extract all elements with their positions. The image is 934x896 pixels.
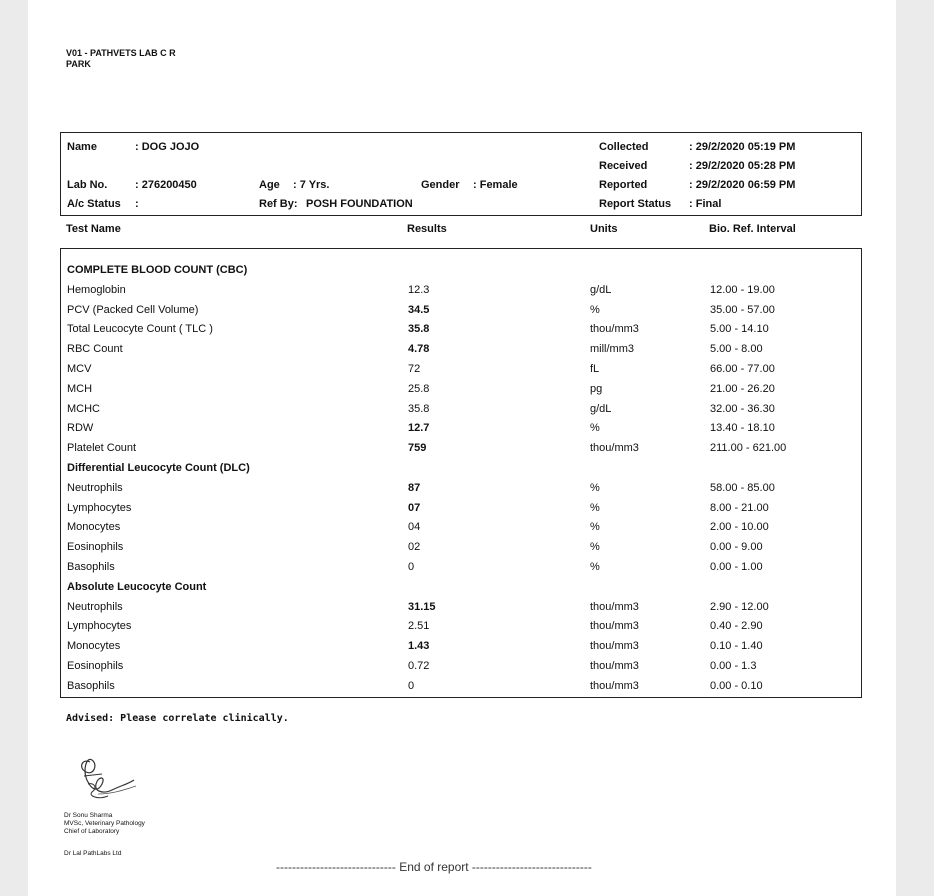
- test-name: MCH: [67, 382, 93, 395]
- table-row: [61, 518, 861, 537]
- test-name: Monocytes: [67, 640, 121, 653]
- lab-name: V01 - PATHVETS LAB C R PARK: [66, 48, 176, 69]
- test-name: MCV: [67, 363, 92, 375]
- advised-note: Advised: Please correlate clinically.: [66, 713, 289, 724]
- header-units: Units: [590, 223, 618, 235]
- test-result: 12.7: [408, 422, 430, 435]
- table-header: [60, 223, 862, 243]
- table-row: [61, 419, 861, 438]
- table-row: [61, 617, 861, 636]
- table-row: [61, 340, 861, 359]
- test-unit: g/dL: [590, 402, 612, 415]
- test-unit: %: [590, 561, 600, 573]
- test-ref-interval: 21.00 - 26.20: [710, 382, 775, 395]
- test-name: MCHC: [67, 402, 100, 415]
- test-name: Neutrophils: [67, 600, 123, 613]
- received-value: : 29/2/2020 05:28 PM: [689, 160, 796, 172]
- test-ref-interval: 13.40 - 18.10: [710, 422, 775, 435]
- test-name: Neutrophils: [67, 481, 123, 494]
- collected-label: Collected: [599, 141, 649, 153]
- reported-value: : 29/2/2020 06:59 PM: [689, 179, 796, 191]
- section-heading: [61, 261, 861, 280]
- collected-value: : 29/2/2020 05:19 PM: [689, 141, 796, 153]
- test-unit: fL: [590, 363, 600, 375]
- test-ref-interval: 66.00 - 77.00: [710, 363, 775, 375]
- results-table: [60, 248, 862, 698]
- test-ref-interval: 58.00 - 85.00: [710, 481, 775, 494]
- test-unit: thou/mm3: [590, 323, 639, 336]
- test-result: 35.8: [408, 323, 430, 336]
- test-result: 25.8: [408, 382, 430, 395]
- ac-status-value: :: [135, 198, 139, 210]
- table-row: [61, 360, 861, 379]
- table-row: [61, 380, 861, 399]
- test-unit: %: [590, 541, 600, 554]
- test-name: RDW: [67, 422, 94, 435]
- test-ref-interval: 0.00 - 1.3: [710, 660, 757, 672]
- test-result: 1.43: [408, 640, 430, 653]
- name-value: : DOG JOJO: [135, 141, 200, 153]
- test-result: 72: [408, 363, 421, 375]
- table-row: [61, 499, 861, 518]
- test-unit: thou/mm3: [590, 679, 639, 692]
- test-name: Lymphocytes: [67, 620, 132, 633]
- test-unit: %: [590, 501, 600, 514]
- test-unit: thou/mm3: [590, 442, 639, 455]
- test-result: 0: [408, 679, 415, 692]
- section-title: Absolute Leucocyte Count: [67, 580, 207, 593]
- test-name: PCV (Packed Cell Volume): [67, 303, 199, 316]
- test-name: Platelet Count: [67, 442, 137, 455]
- lab-footer: Dr Lal PathLabs Ltd: [64, 850, 122, 857]
- gender-value: : Female: [473, 179, 518, 191]
- test-ref-interval: 0.00 - 0.10: [710, 679, 763, 692]
- header-results: Results: [407, 223, 447, 235]
- test-ref-interval: 5.00 - 8.00: [710, 343, 763, 356]
- header-test-name: Test Name: [66, 223, 121, 235]
- test-name: Total Leucocyte Count ( TLC ): [67, 323, 213, 336]
- test-unit: thou/mm3: [590, 640, 639, 653]
- test-ref-interval: 0.00 - 1.00: [710, 561, 763, 573]
- test-name: Eosinophils: [67, 660, 124, 672]
- reported-label: Reported: [599, 179, 648, 191]
- test-ref-interval: 5.00 - 14.10: [710, 323, 769, 336]
- table-row: [61, 657, 861, 676]
- refby-value: POSH FOUNDATION: [306, 198, 413, 210]
- test-ref-interval: 35.00 - 57.00: [710, 303, 775, 316]
- ac-status-label: A/c Status: [67, 198, 121, 210]
- test-result: 34.5: [408, 303, 430, 316]
- report-status-label: Report Status: [599, 198, 672, 210]
- test-result: 35.8: [408, 402, 430, 415]
- test-ref-interval: 8.00 - 21.00: [710, 501, 769, 514]
- table-row: [61, 320, 861, 339]
- test-ref-interval: 0.00 - 9.00: [710, 541, 763, 554]
- table-row: [61, 281, 861, 300]
- test-ref-interval: 2.90 - 12.00: [710, 600, 769, 613]
- test-name: Basophils: [67, 561, 115, 573]
- received-label: Received: [599, 160, 648, 172]
- test-result: 0: [408, 561, 415, 573]
- table-row: [61, 637, 861, 656]
- test-name: Hemoglobin: [67, 283, 126, 296]
- test-unit: pg: [590, 382, 603, 395]
- table-row: [61, 538, 861, 557]
- test-unit: thou/mm3: [590, 660, 639, 672]
- test-result: 02: [408, 541, 421, 554]
- table-row: [61, 598, 861, 617]
- test-result: 4.78: [408, 343, 430, 356]
- test-ref-interval: 2.00 - 10.00: [710, 521, 769, 534]
- test-name: Basophils: [67, 679, 115, 692]
- test-result: 759: [408, 442, 427, 455]
- test-result: 04: [408, 521, 421, 534]
- patient-details-box: [60, 132, 862, 216]
- test-result: 07: [408, 501, 421, 514]
- test-result: 87: [408, 481, 421, 494]
- report-status-value: : Final: [689, 198, 722, 210]
- test-unit: %: [590, 303, 600, 316]
- test-unit: thou/mm3: [590, 600, 639, 613]
- table-row: [61, 558, 861, 577]
- labno-value: : 276200450: [135, 179, 197, 191]
- test-ref-interval: 12.00 - 19.00: [710, 283, 775, 296]
- report-page: [28, 0, 896, 896]
- name-label: Name: [67, 141, 97, 153]
- test-unit: g/dL: [590, 283, 612, 296]
- end-of-report: ------------------------------ End of report ------------------------------: [276, 860, 592, 874]
- table-row: [61, 439, 861, 458]
- table-row: [61, 301, 861, 320]
- header-ref-interval: Bio. Ref. Interval: [709, 223, 796, 235]
- table-row: [61, 400, 861, 419]
- test-result: 12.3: [408, 283, 430, 296]
- test-result: 0.72: [408, 660, 430, 672]
- test-unit: thou/mm3: [590, 620, 639, 633]
- table-row: [61, 677, 861, 696]
- test-ref-interval: 211.00 - 621.00: [710, 442, 787, 455]
- table-row: [61, 479, 861, 498]
- test-result: 31.15: [408, 600, 436, 613]
- test-unit: mill/mm3: [590, 343, 634, 356]
- test-name: RBC Count: [67, 343, 123, 356]
- test-unit: %: [590, 422, 600, 435]
- test-ref-interval: 32.00 - 36.30: [710, 402, 775, 415]
- section-heading: [61, 459, 861, 478]
- test-ref-interval: 0.40 - 2.90: [710, 620, 763, 633]
- refby-label: Ref By:: [259, 198, 298, 210]
- section-heading: [61, 578, 861, 597]
- test-unit: %: [590, 481, 600, 494]
- test-name: Eosinophils: [67, 541, 124, 554]
- test-unit: %: [590, 521, 600, 534]
- labno-label: Lab No.: [67, 179, 108, 191]
- test-name: Lymphocytes: [67, 501, 132, 514]
- age-label: Age: [259, 179, 280, 191]
- age-value: : 7 Yrs.: [293, 179, 330, 191]
- test-name: Monocytes: [67, 521, 121, 534]
- test-result: 2.51: [408, 620, 430, 633]
- signature: [68, 754, 140, 804]
- section-title: Differential Leucocyte Count (DLC): [67, 462, 250, 474]
- doctor-details: Dr Sonu Sharma MVSc, Veterinary Pathology Chief of Laboratory: [64, 812, 145, 835]
- test-ref-interval: 0.10 - 1.40: [710, 640, 763, 653]
- gender-label: Gender: [421, 179, 460, 191]
- section-title: COMPLETE BLOOD COUNT (CBC): [67, 264, 248, 276]
